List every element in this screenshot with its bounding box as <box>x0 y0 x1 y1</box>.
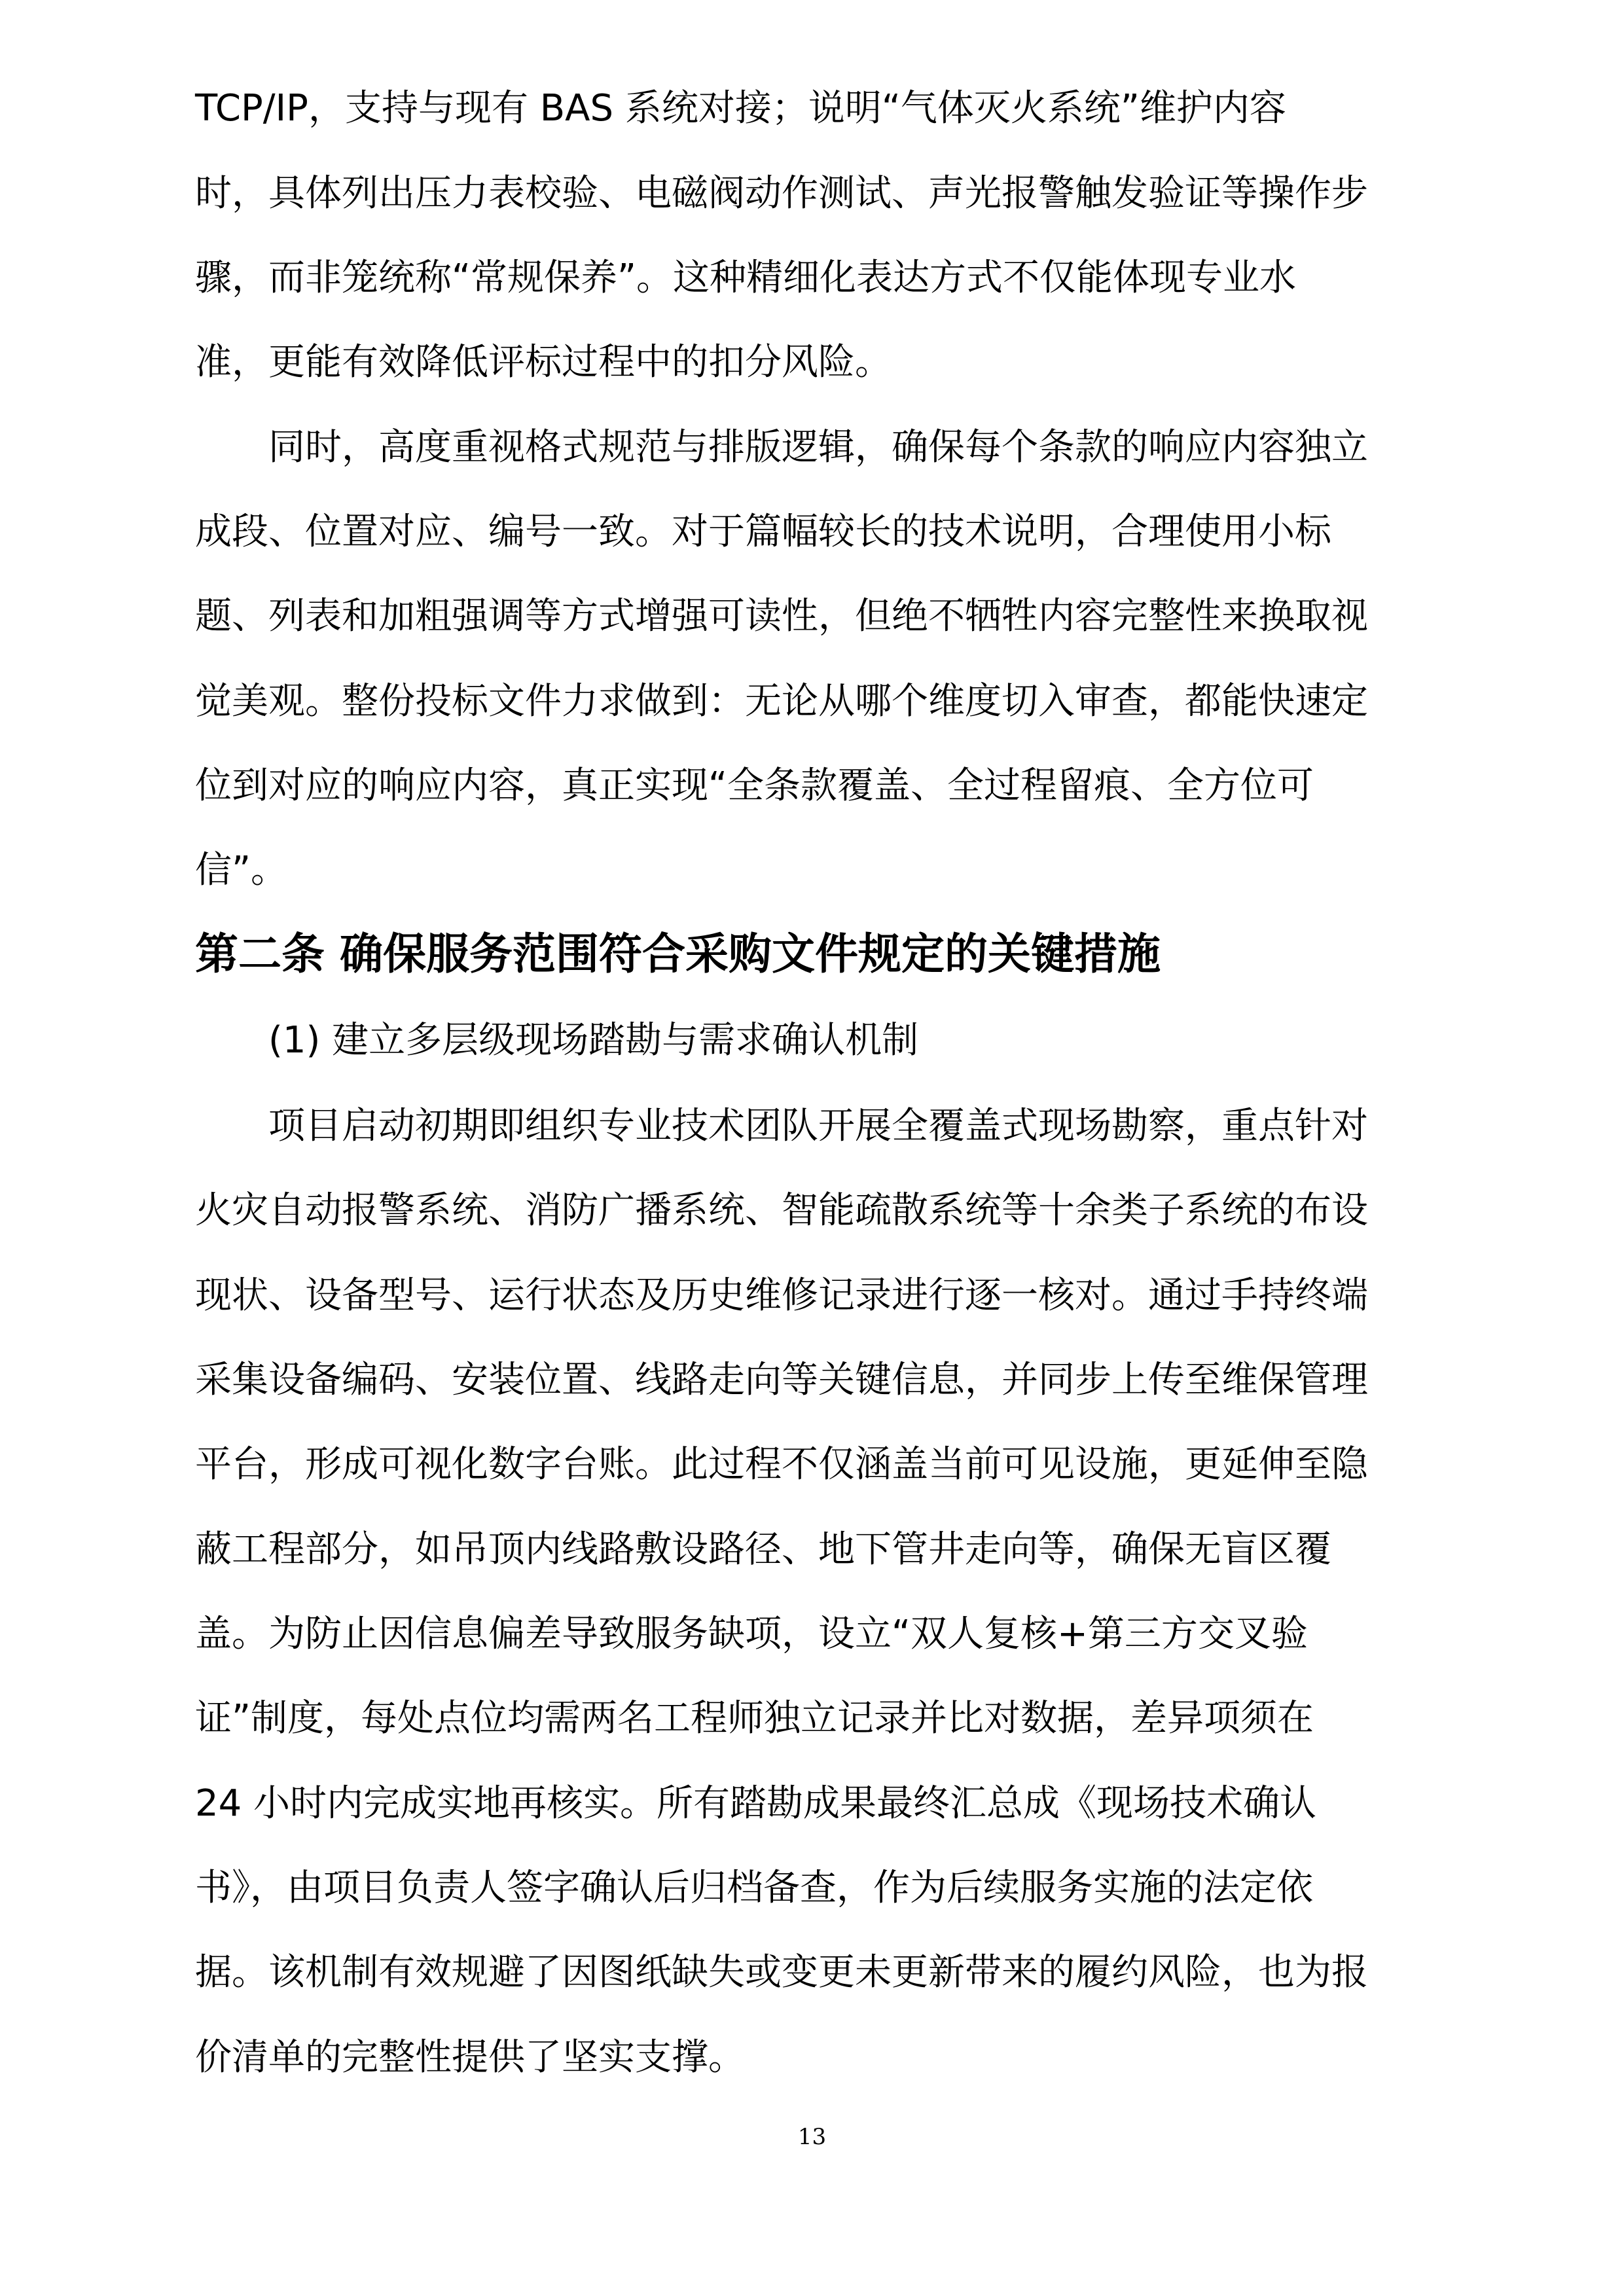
text-line: 证”制度，每处点位均需两名工程师独立记录并比对数据，差异项须在 <box>195 1697 1314 1740</box>
text-line: 平台，形成可视化数字台账。此过程不仅涵盖当前可见设施，更延伸至隐 <box>195 1443 1368 1486</box>
text-line: 信”。 <box>195 849 288 891</box>
text-line: 准，更能有效降低评标过程中的扣分风险。 <box>195 341 892 384</box>
text-line: 时，具体列出压力表校验、电磁阀动作测试、声光报警触发验证等操作步 <box>195 172 1368 215</box>
text-line: 骤，而非笼统称“常规保养”。这种精细化表达方式不仅能体现专业水 <box>195 257 1297 299</box>
text-line: 同时，高度重视格式规范与排版逻辑，确保每个条款的响应内容独立 <box>268 426 1368 469</box>
text-line: 成段、位置对应、编号一致。对于篇幅较长的技术说明，合理使用小标 <box>195 511 1331 553</box>
text-line: 盖。为防止因信息偏差导致服务缺项，设立“双人复核+第三方交叉验 <box>195 1613 1308 1655</box>
text-line: 题、列表和加粗强调等方式增强可读性，但绝不牺牲内容完整性来换取视 <box>195 595 1368 637</box>
text-line: 价清单的完整性提供了坚实支撑。 <box>195 2036 745 2079</box>
page-number: 13 <box>797 2124 827 2150</box>
text-line: 蔽工程部分，如吊顶内线路敷设路径、地下管井走向等，确保无盲区覆 <box>195 1528 1331 1571</box>
text-line: 24 小时内完成实地再核实。所有踏勘成果最终汇总成《现场技术确认 <box>195 1782 1317 1825</box>
text-line: 火灾自动报警系统、消防广播系统、智能疏散系统等十余类子系统的布设 <box>195 1189 1368 1232</box>
text-line: TCP/IP，支持与现有 BAS 系统对接；说明“气体灭火系统”维护内容 <box>195 87 1286 130</box>
text-line: 位到对应的响应内容，真正实现“全条款覆盖、全过程留痕、全方位可 <box>195 764 1314 807</box>
text-line: 据。该机制有效规避了因图纸缺失或变更未更新带来的履约风险，也为报 <box>195 1951 1368 1994</box>
text-line: 采集设备编码、安装位置、线路走向等关键信息，并同步上传至维保管理 <box>195 1359 1368 1401</box>
subsection-heading: (1) 建立多层级现场踏勘与需求确认机制 <box>268 1019 919 1062</box>
text-line: 项目启动初期即组织专业技术团队开展全覆盖式现场勘察，重点针对 <box>268 1105 1368 1147</box>
section-heading: 第二条 确保服务范围符合采购文件规定的关键措施 <box>195 929 1161 979</box>
text-line: 觉美观。整份投标文件力求做到：无论从哪个维度切入审查，都能快速定 <box>195 680 1368 723</box>
text-line: 书》，由项目负责人签字确认后归档备查，作为后续服务实施的法定依 <box>195 1867 1313 1909</box>
text-line: 现状、设备型号、运行状态及历史维修记录进行逐一核对。通过手持终端 <box>195 1274 1368 1317</box>
